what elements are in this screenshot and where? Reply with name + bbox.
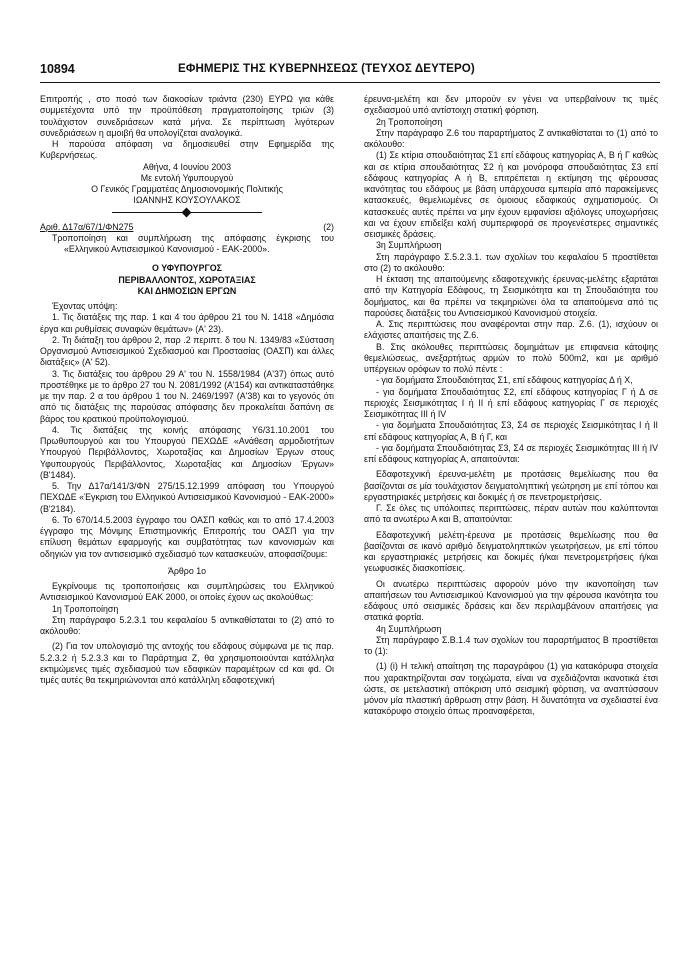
decision-header [40, 222, 334, 233]
list-item: - για δομήματα Σπουδαιότητας Σ1, επί εδάφους κατηγορίας Δ ή Χ, [376, 375, 633, 386]
amendment-heading: 2η Τροποποίηση [376, 116, 443, 127]
page-header [40, 62, 660, 78]
paragraph: Γ. Σε όλες τις υπόλοιπες περιπτώσεις, πέραν αυτών που καλύπτονται από τα ανωτέρω Α και Β, απαιτούνται: [364, 503, 658, 525]
paragraph: Οι ανωτέρω περιπτώσεις αφορούν μόνο την ικανοποίηση των απαιτήσεων του Αντισεισμικού Κανονισμού για την φέρουσα ικανότητα του εδάφους υπό σεισμικές δράσεις και δεν περιλαμβάνουν απαιτήσεις για στατικά φορτία. [364, 578, 658, 623]
minister-heading: ΠΕΡΙΒΑΛΛΟΝΤΟΣ, ΧΩΡΟΤΑΞΙΑΣ [118, 274, 256, 285]
header-rule [40, 82, 660, 83]
journal-title: ΕΦΗΜΕΡΙΣ ΤΗΣ ΚΥΒΕΡΝΗΣΕΩΣ (ΤΕΥΧΟΣ ΔΕΥΤΕΡΟ) [178, 62, 475, 75]
page-number: 10894 [40, 62, 75, 76]
paragraph: (1) (i) Η τελική απαίτηση της παραγράφου (1) για κατακόρυφα στοιχεία που χαρακτηρίζονται σαν τοιχώματα, είναι να σχεδιάζονται ικανοτικά έτσι ώστε, σε μετελαστική απόκριση υπό σεισμική φόρτιση, να αναπτύσσουν μόνον μία πλαστική άρθρωση στην βάση. Η δυνατότητα να σχεδιαστεί ένα κατακόρυφο στοιχείο όπως προαναφέρεται, [364, 661, 658, 717]
minister-heading: Ο ΥΦΥΠΟΥΡΓΟΣ [152, 263, 222, 274]
paragraph: Εδαφοτεχνική έρευνα-μελέτη με προτάσεις θεμελίωσης που θα βασίζονται σε μία τουλάχιστον δειγματοληπτική γεώτρηση με επί τόπου και εργαστηριακές μετρήσεις και δοκιμές ή σε πενετρομετρήσεις. [364, 469, 658, 502]
having-regard: Έχοντας υπόψη: [52, 301, 118, 311]
amendment-heading: 1η Τροποποίηση [52, 603, 119, 614]
signatory-role: Ο Γενικός Γραμματέας Δημοσιονομικής Πολιτικής [91, 184, 283, 194]
list-item: 4. Τις διατάξεις της κοινής απόφασης Υ6/31.10.2001 του Πρωθυπουργού και του Υπουργού ΠΕΧΩΔΕ «Ανάθεση αρμοδιοτήτων Υπουργού Περιβάλλοντος, Χωροταξίας και Δημοσίων Έργων στους Υφυπουργούς Περιβάλλοντος, Χωροταξίας και Δημοσίων Έργων» (Β'1484). [40, 424, 334, 480]
list-item: 3. Τις διατάξεις του άρθρου 29 Α' του Ν. 1558/1984 (Α'37) όπως αυτό προστέθηκε με το άρθρο 27 του Ν. 2081/1992 (Α'154) και αντικαταστάθηκε με την παρ. 2 α του άρθρου 1 του Ν. 2469/1997 (Α'38) και το γεγονός ότι από τις διατάξεις της παρούσας απόφασης δεν προκαλείται δαπάνη σε βάρος του κρατικού προϋπολογισμού. [40, 368, 334, 424]
article-heading: Άρθρο 1ο [167, 565, 207, 576]
paragraph: Στην παράγραφο Ζ.6 του παραρτήματος Ζ αντικαθίσταται το (1) από το ακόλουθο: [364, 127, 658, 149]
paragraph: Στη παράγραφο 5.2.3.1 του κεφαλαίου 5 αντικαθίσταται το (2) από το ακόλουθο: [40, 614, 334, 636]
paragraph: Στη παράγραφο Σ.5.2.3.1. των σχολίων του κεφαλαίου 5 προστίθεται στο (2) το ακόλουθο: [364, 251, 658, 273]
paragraph: Στη παράγραφο Σ.Β.1.4 των σχολίων του παραρτήματος Β προστίθεται το (1): [364, 634, 658, 656]
left-column [40, 94, 334, 686]
paragraph: Η παρούσα απόφαση να δημοσιευθεί στην Εφημερίδα της Κυβερνήσεως. [40, 139, 334, 161]
paragraph: έρευνα-μελέτη και δεν μπορούν εν γένει να υπερβαίνουν τις τιμές σχεδιασμού υπό αντίστοιχη στατική φόρτιση. [364, 94, 658, 116]
signatory-name: ΙΩΑΝΝΗΣ ΚΟΥΣΟΥΛΑΚΟΣ [133, 195, 241, 206]
paragraph: Α. Στις περιπτώσεις που αναφέρονται στην παρ. Ζ.6. (1), ισχύουν οι ελάχιστες απαιτήσεις της Ζ.6. [364, 319, 658, 341]
place-date: Αθήνα, 4 Ιουνίου 2003 [142, 161, 232, 172]
paragraph: (2) Για τον υπολογισμό της αντοχής του εδάφους σύμφωνα με τις παρ. 5.2.3.2 ή 5.2.3.3 και το Παράρτημα Ζ, θα χρησιμοποιούνται κατάλληλα εκτιμώμενες τιμές σχεδιασμού των εδαφικών παραμέτρων cd και φd. Οι τιμές αυτές θα τεκμηριώνονται από κατάλληλη εδαφοτεχνική [40, 641, 334, 685]
list-item: - για δομήματα Σπουδαιότητας Σ3, Σ4 σε περιοχές Σεισμικότητας Ι ή ΙΙ επί εδάφους κατηγορίας Α, Β ή Γ, και [364, 420, 658, 442]
separator-ornament [40, 208, 334, 216]
list-item: 1. Τις διατάξεις της παρ. 1 και 4 του άρθρου 21 του Ν. 1418 «Δημόσια έργα και ρυθμίσεις συναφών θεμάτων» (Α' 23). [40, 312, 334, 334]
list-item: 5. Την Δ17α/141/3/ΦΝ 275/15.12.1999 απόφαση του Υπουργού ΠΕΧΩΔΕ «Έγκριση του Ελληνικού Αντισεισμικού Κανονισμού - ΕΑΚ-2000» (Β'2184). [40, 481, 334, 514]
paragraph: (1) Σε κτίρια σπουδαιότητας Σ1 επί εδάφους κατηγορίας Α, Β ή Γ καθώς και σε κτίρια σπουδαιότητας Σ2 ή και μονόροφα σπουδαιότητας Σ3 επί εδάφους κατηγορίας Α ή Β, επιτρέπεται η εκτίμηση της φέρουσας ικανότητας του εδάφους με βάση υπάρχουσα εμπειρία από παρακείμενες κατασκευές, θεμελιωμένες σε όμοιους εδαφικούς σχηματισμούς. Οι κατασκευές αυτές πρέπει να μην έχουν εμφανίσει αξιόλογες υποχωρήσεις και να έχουν επιδείξει καλή συμπεριφορά σε προγενέστερες σημαντικές σεισμικές δράσεις. [364, 150, 658, 239]
list-item: 2. Τη διάταξη του άρθρου 2, παρ .2 περιπτ. δ του Ν. 1349/83 «Σύσταση Οργανισμού Αντισεισμικού Σχεδιασμού και Προστασίας (ΟΑΣΠ) και άλλες διατάξεις» (Α' 52). [40, 334, 334, 368]
amendment-heading: 3η Συμπλήρωση [376, 240, 442, 251]
decision-title: Τροποποίηση και συμπλήρωση της απόφασης έγκρισης του «Ελληνικού Αντισεισμικού Κανονισμού - ΕΑΚ-2000». [52, 232, 334, 254]
list-item: 6. Το 670/14.5.2003 έγγραφο του ΟΑΣΠ καθώς και το από 17.4.2003 έγγραφο της Μόνιμης Επιστημονικής Επιτροπής του ΟΑΣΠ για την επίλυση θεμάτων εφαρμογής και συμβατότητας των κανονισμών και οδηγιών για τον αντισεισμικό σχεδιασμό των κατασκευών, αποφασίζουμε: [40, 514, 334, 559]
paragraph: Εγκρίνουμε τις τροποποιήσεις και συμπληρώσεις του Ελληνικού Αντισεισμικού Κανονισμού ΕΑΚ 2000, οι οποίες έχουν ως ακολούθως: [40, 581, 334, 603]
paragraph: Β. Στις ακόλουθες περιπτώσεις δομημάτων με επιφανεια κάτοψης θεμελιώσεως, ανεξαρτήτως αρμών το πολύ 500m2, και με αριθμό υπέργειων ορόφων το πολύ πέντε : [364, 341, 658, 374]
by-order: Με εντολή Υφυπουργού [140, 172, 234, 183]
decision-number: Αριθ. Δ17α/67/1/ΦΝ275 [40, 221, 134, 232]
right-column [364, 94, 658, 718]
paragraph: Εδαφοτεχνική μελέτη-έρευνα με προτάσεις θεμελίωσης που θα βασίζονται σε ικανό αριθμό δειγματοληπτικών γεωτρήσεων, με επί τόπου και εργαστηριακές μετρήσεις και δοκιμές ή/και πενετρομετρήσεις ή/και γεωφυσικές διασκοπίσεις. [364, 529, 658, 574]
decision-index: (2) [323, 221, 334, 232]
paragraph: Επιτροπής , στο ποσό των διακοσίων τριάντα (230) ΕΥΡΩ για κάθε συμμετέχοντα υπό την προϋπόθεση πραγματοποίησης τριών (3) τουλάχιστον συνεδριάσεων κατά μήνα. Σε περίπτωση λιγότερων συνεδριάσεων η αμοιβή θα υπολογίζεται αναλογικά. [40, 94, 334, 138]
list-item: - για δομήματα Σπουδαιότητας Σ3, Σ4 σε περιοχές Σεισμικότητας ΙΙΙ ή IV επί εδάφους κατηγορίας Α, απαιτούνται: [364, 442, 658, 464]
amendment-heading: 4η Συμπλήρωση [376, 623, 442, 634]
minister-heading: ΚΑΙ ΔΗΜΟΣΙΩΝ ΕΡΓΩΝ [137, 285, 237, 296]
list-item: - για δομήματα Σπουδαιότητας Σ2, επί εδάφους κατηγορίας Γ ή Δ σε περιοχές Σεισμικότητας Ι ή ΙΙ ή επί εδάφους κατηγορίας Γ σε περιοχές Σεισμικότητας ΙΙΙ ή IV [364, 386, 658, 419]
paragraph: Η έκταση της απαιτούμενης εδαφοτεχνικής έρευνας-μελέτης εξαρτάται από την Κατηγορία Εδάφους, τη Σεισμικότητα και τη Σπουδαιότητα του δομήματος, και θα πρέπει να τεκμηριώνει όλα τα απαιτούμενα από τις παρούσες διατάξεις του Αντισεισμικού Κανονισμού στοιχεία. [364, 274, 658, 318]
